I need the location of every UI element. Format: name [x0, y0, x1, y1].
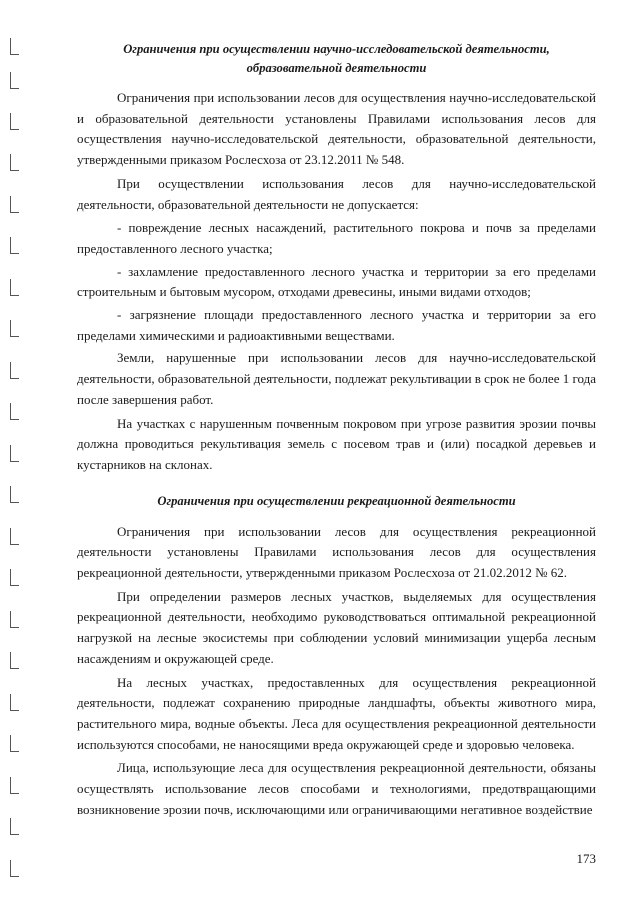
section-heading-recreation: Ограничения при осуществлении рекреационной деятельности: [157, 493, 516, 508]
margin-mark: [10, 154, 19, 171]
margin-mark: [10, 528, 19, 545]
binding-margin-marks: [10, 0, 22, 905]
margin-mark: [10, 113, 19, 130]
margin-mark: [10, 694, 19, 711]
margin-mark: [10, 279, 19, 296]
margin-mark: [10, 38, 19, 55]
margin-mark: [10, 652, 19, 669]
list-item: - захламление предоставленного лесного участка и территории за его пределами строительным и бытовым мусором, отходами древесины, иными видами отходов;: [77, 263, 596, 300]
margin-mark: [10, 237, 19, 254]
margin-mark: [10, 860, 19, 877]
margin-mark: [10, 362, 19, 379]
paragraph: При определении размеров лесных участков, выделяемых для осуществления рекреационной деятельности, необходимо руководствоваться оптимальной рекреационной нагрузкой на лесные экосистемы при соблюдении условий минимизации ущерба лесным насаждениям и окружающей среде.: [77, 588, 596, 666]
margin-mark: [10, 569, 19, 586]
list-item: - повреждение лесных насаждений, растительного покрова и почв за пределами предоставленного лесного участка;: [77, 220, 596, 256]
document-page: [77, 28, 596, 824]
section-heading-research: Ограничения при осуществлении научно-исследовательской деятельности, образовательной деятельности: [123, 42, 550, 75]
margin-mark: [10, 735, 19, 752]
paragraph: При осуществлении использования лесов для научно-исследовательской деятельности, образовательной деятельности не допускается:: [77, 175, 596, 212]
paragraph: Ограничения при использовании лесов для осуществления научно-исследовательской и образовательной деятельности установлены Правилами использования лесов для осуществления научно-исследовательской деятельности, образовательной деятельности, утвержденными приказом Рослесхоза от 23.12.2011 № 548.: [77, 90, 596, 168]
list-item: - загрязнение площади предоставленного лесного участка и территории за его пределами химическими и радиоактивными веществами.: [77, 307, 596, 343]
page-number: 173: [576, 851, 596, 866]
margin-mark: [10, 320, 19, 337]
margin-mark: [10, 486, 19, 503]
margin-mark: [10, 777, 19, 794]
margin-mark: [10, 818, 19, 835]
margin-mark: [10, 611, 19, 628]
paragraph: Земли, нарушенные при использовании лесов для научно-исследовательской деятельности, образовательной деятельности, подлежат рекультивации в срок не более 1 года после завершения работ.: [77, 350, 596, 407]
paragraph: На участках с нарушенным почвенным покровом при угрозе развития эрозии почвы должна проводиться рекультивация земель с посевом трав и (или) посадкой деревьев и кустарников на склонах.: [77, 415, 596, 472]
paragraph: Ограничения при использовании лесов для осуществления рекреационной деятельности установлены Правилами использования лесов для осуществления рекреационной деятельности, утвержденными приказом Рослесхоза от 21.02.2012 № 62.: [77, 523, 596, 581]
margin-mark: [10, 403, 19, 420]
paragraph: Лица, использующие леса для осуществления рекреационной деятельности, обязаны осуществлять использование лесов способами и технологиями, предотвращающими возникновение эрозии почв, исключающими или ограничивающими негативное воздействие: [77, 760, 596, 817]
margin-mark: [10, 196, 19, 213]
margin-mark: [10, 72, 19, 89]
paragraph: На лесных участках, предоставленных для осуществления рекреационной деятельности, подлежат сохранению природные ландшафты, объекты животного мира, растительного мира, водные объекты. Леса для осуществления рекреационной деятельности используются способами, не наносящими вреда окружающей среде и здоровью человека.: [77, 674, 596, 752]
margin-mark: [10, 445, 19, 462]
